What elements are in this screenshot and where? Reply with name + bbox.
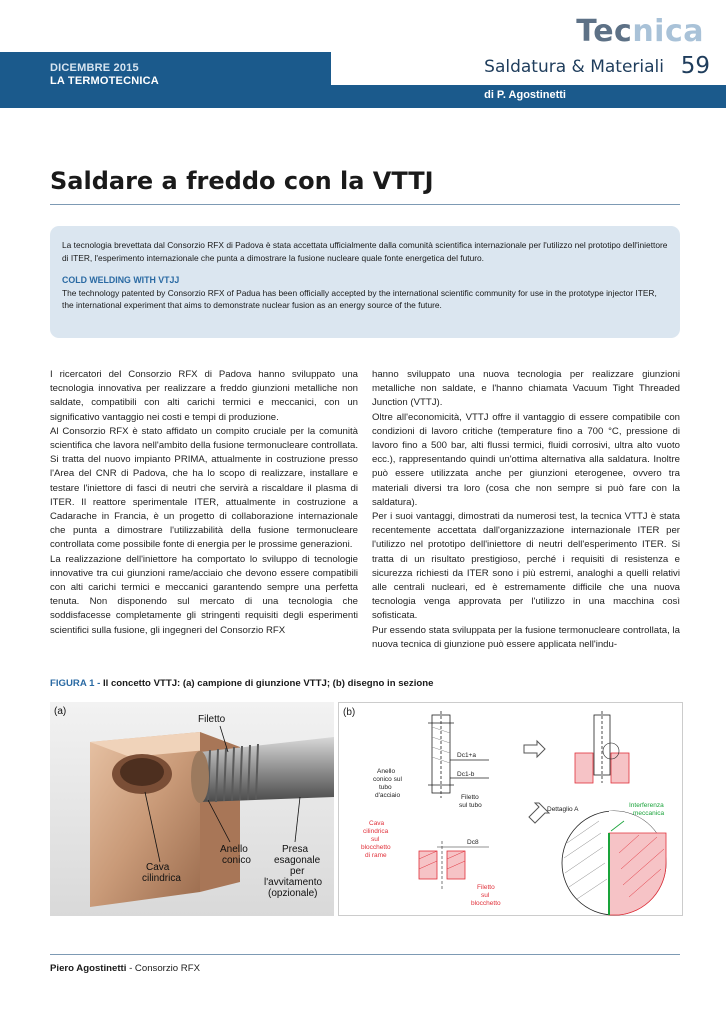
label-b-anello-4: d'acciaio — [375, 792, 401, 799]
paragraph: Pur essendo stata sviluppata per la fusione termonucleare controllata, la nuova tecnica di giunzione può essere applicata nell'indu- — [372, 624, 680, 650]
section-tab — [330, 52, 726, 85]
article-title: Saldare a freddo con la VTTJ — [50, 167, 434, 195]
dim-label-3: Dc8 — [467, 839, 479, 846]
paragraph: hanno sviluppato una nuova tecnologia per realizzare giunzioni metalliche non saldate, e l'hanno chiamata Vacuum Tight Threaded Junction (VTTJ). — [372, 369, 680, 409]
logo-part-1: Tec — [576, 14, 633, 49]
label-anello-2: conico — [222, 855, 251, 866]
dim-label-2: Dc1-b — [457, 771, 475, 778]
footer — [50, 963, 200, 974]
section-drawing — [339, 703, 684, 917]
panel-a-tag: (a) — [54, 706, 67, 717]
paragraph: I ricercatori del Consorzio RFX di Padova hanno sviluppato una tecnologia innovativa per realizzare a freddo giunzioni metalliche non saldate, compatibili con alti carichi termici e meccanici, con un significativo vantaggio nei costi e tempi di produzione. — [50, 369, 358, 423]
label-anello-1: Anello — [220, 844, 248, 855]
title-divider — [50, 204, 680, 205]
label-b-cava-2: cilindrica — [363, 828, 389, 835]
detail-a — [562, 811, 666, 915]
label-b-filetto-tubo-1: Filetto — [461, 794, 479, 801]
page-number: 59 — [680, 53, 710, 79]
label-b-anello-3: tubo — [379, 784, 392, 791]
header-band — [0, 52, 726, 108]
byline: di P. Agostinetti — [484, 89, 566, 101]
label-presa-2: esagonale — [274, 855, 321, 866]
logo-part-2: nica — [632, 14, 704, 49]
abstract-english: The technology patented by Consorzio RFX of Padua has been officially accepted by the international scientific community for use in the prototype injector ITER, the international experiment that aims to demonstrate nuclear fusion as an energy source of the future. — [62, 287, 657, 310]
label-presa-4: l'avvitamento — [264, 877, 323, 888]
figure-label: FIGURA 1 - — [50, 678, 101, 689]
section-logo — [576, 14, 704, 49]
label-b-cava-1: Cava — [369, 820, 385, 827]
label-filetto: Filetto — [198, 714, 226, 725]
label-b-anello-1: Anello — [377, 768, 396, 775]
label-b-filetto-bl-1: Filetto — [477, 884, 495, 891]
issue-info — [50, 62, 159, 88]
dim-label-1: Dc1+a — [457, 752, 476, 759]
paragraph: Per i suoi vantaggi, dimostrati da numerosi test, la tecnica VTTJ è stata recentemente accettata dall'organizzazione internazionale ITER per l'utilizzo nel prototipo dell'iniettore di neutri dell'esperimento ITER. Si tratta di un risultato prestigioso, perché i requisiti di resistenza e sicurezza richiesti da ITER sono i più estremi, analoghi a quelli relativi alle centrali nucleari, ed è estremamente difficile che una nuova tecnologia venga approvata per l'utilizzo in una macchina così sofisticata. — [372, 511, 680, 622]
label-b-cava-5: di rame — [365, 852, 387, 859]
magazine-name: LA TERMOTECNICA — [50, 75, 159, 87]
figure-caption — [50, 678, 433, 689]
footer-divider — [50, 954, 680, 955]
label-dettaglio: Dettaglio A — [547, 806, 579, 813]
label-cava-1: Cava — [146, 862, 170, 873]
junction-photo — [50, 702, 334, 916]
label-cava-2: cilindrica — [142, 873, 181, 884]
abstract-italian: La tecnologia brevettata dal Consorzio RFX di Padova è stata accettata ufficialmente dalla comunità scientifica internazionale per l'utilizzo nel prototipo dell'iniettore di ITER, l'esperimento internazionale che punta a dimostrare la fusione nucleare quale fonte energetica del futuro. — [62, 240, 668, 263]
panel-b-tag: (b) — [343, 707, 356, 718]
body-column-right — [372, 368, 680, 652]
author-affiliation: - Consorzio RFX — [126, 963, 200, 974]
figure-panel-a — [50, 702, 334, 916]
label-presa-1: Presa — [282, 844, 309, 855]
label-b-anello-2: conico sul — [373, 776, 402, 783]
paragraph: Oltre all'economicità, VTTJ offre il vantaggio di essere compatibile con condizioni di lavoro critiche (temperature fino a 700 °C, pressione di lavoro fino a 500 bar, alti flussi termici, fluidi corrosivi, ultra alto vuoto ecc.), rappresentando quindi un'ottima alternativa alla saldatura. Inoltre può essere utilizzata anche per giunzioni eterogenee, ovvero tra materiali diversi tra loro (cosa che non sempre si può fare con la saldatura). — [372, 411, 680, 508]
label-interf-1: Interferenza — [629, 802, 664, 809]
author-name: Piero Agostinetti — [50, 963, 127, 974]
figure-panel-b — [338, 702, 683, 916]
paragraph: Al Consorzio RFX è stato affidato un compito cruciale per la comunità scientifica che lavora nell'ambito della fusione termonucleare controllata. Si tratta del nuovo impianto PRIMA, attualmente in costruzione presso l'Area del CNR di Padova, che ha lo scopo di realizzare, installare e testare l'iniettore di fasci di neutri che servirà a riscaldare il plasma di ITER. Il reattore sperimentale ITER, attualmente in costruzione a Cadarache in Francia, è un progetto di collaborazione internazionale che punta a dimostrare l'utilizzabilità della fusione termonucleare controllata come possibile fonte di energia per le prossime generazioni. — [50, 425, 358, 551]
arrow-icon — [529, 803, 549, 823]
paragraph: La realizzazione dell'iniettore ha comportato lo sviluppo di tecnologie innovative tra cui giunzioni rame/acciaio che devono essere compatibili con alti carichi termici e meccanici garantendo sempre una perfetta tenuta. Non disponendo sul mercato di una tecnologia che soddisfacesse completamente gli stringenti requisiti degli esperimenti scientifici sulla fusione, gli ingegneri del Consorzio RFX — [50, 553, 358, 636]
abstract-english-heading: COLD WELDING WITH VTJJ — [62, 275, 180, 285]
abstract-box — [50, 226, 680, 338]
label-presa-5: (opzionale) — [268, 888, 318, 899]
arrow-icon — [524, 741, 545, 757]
issue-date: DICEMBRE 2015 — [50, 62, 139, 74]
label-b-cava-3: sul — [371, 836, 380, 843]
figure-caption-text: Il concetto VTTJ: (a) campione di giunzione VTTJ; (b) disegno in sezione — [100, 678, 434, 689]
label-b-filetto-bl-3: blocchetto — [471, 900, 501, 907]
label-b-filetto-bl-2: sul — [481, 892, 490, 899]
label-b-cava-4: blocchetto — [361, 844, 391, 851]
label-interf-2: meccanica — [633, 810, 665, 817]
label-presa-3: per — [290, 866, 305, 877]
label-b-filetto-tubo-2: sul tubo — [459, 802, 482, 809]
section-name: Saldatura & Materiali — [484, 57, 664, 77]
body-column-left — [50, 368, 358, 638]
